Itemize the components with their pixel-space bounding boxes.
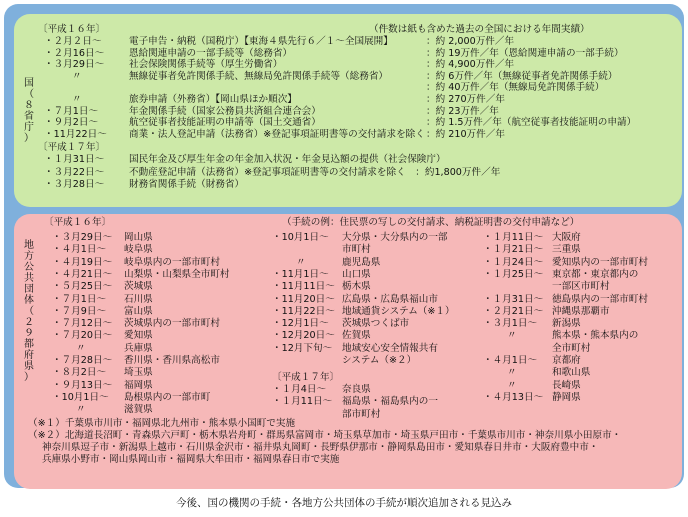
- local-row-date: 〃: [507, 330, 517, 342]
- local-row-date: ・１月31日～: [483, 293, 544, 305]
- local-row-text: 石川県: [124, 293, 153, 305]
- national-row-date: ・７月1日～: [44, 105, 99, 117]
- local-row-text: 部市町村: [342, 408, 381, 420]
- national-header-note: （件数は紙も含めた過去の全国における年間実績）: [369, 24, 590, 35]
- local-side-label-char: 地: [24, 240, 34, 251]
- local-row-text: 静岡県: [552, 391, 581, 403]
- local-row-text: 長崎県: [552, 379, 581, 391]
- local-row-text: 富山県: [124, 305, 153, 317]
- national-row-date: ・３月22日～: [44, 166, 105, 178]
- national-row-text: 国民年金及び厚生年金の年金加入状況・年金見込額の提供（社会保険庁）: [129, 154, 446, 165]
- local-row-date: ・７月9日～: [52, 305, 107, 317]
- local-row-date: ・１月11日～: [483, 232, 544, 243]
- national-row-text: 恩給関連申請の一部手続等（総務省）: [129, 47, 293, 59]
- local-side-label: [22, 240, 36, 383]
- local-year-heading: 〔平成１６年〕: [44, 217, 112, 228]
- local-row-date: ・11月22日～: [272, 305, 335, 317]
- local-side-label-char: 共: [24, 273, 34, 284]
- local-row-date: 〃: [76, 342, 86, 354]
- local-row-text: 鹿児島県: [342, 256, 381, 268]
- local-row-date: ・１月4日～: [272, 384, 327, 395]
- local-row-date: ・10月1日～: [52, 391, 109, 403]
- local-row-text: 茨城県つくば市: [342, 318, 410, 330]
- local-row-text: 全市町村: [552, 342, 591, 354]
- local-row-text: 岡山県: [124, 232, 153, 243]
- local-row-text: 滋賀県: [124, 404, 153, 416]
- national-side-label-char: 国: [24, 78, 34, 89]
- local-side-label-char: 団: [24, 284, 34, 295]
- local-row-text: 熊本県・熊本県内の: [552, 330, 639, 342]
- national-panel: [14, 14, 682, 207]
- local-footnote: 神奈川県逗子市・新潟県上越市・石川県金沢市・福井県丸岡町・長野県伊那市・静岡県島田市・愛知県春日井市・大阪府豊中市・: [42, 442, 599, 453]
- local-row-text: 茨城県内の一部市町村: [124, 318, 220, 330]
- national-side-label-char: （: [24, 89, 34, 100]
- national-row-volume: ：約 19万件／年（恩給関連申請の一部手続）: [426, 47, 624, 59]
- local-header-note: （手続の例：住民票の写しの交付請求、納税証明書の交付申請など）: [282, 217, 580, 228]
- national-row-date: ・３月28日～: [44, 179, 105, 190]
- local-row-date: ・１月24日～: [483, 256, 544, 268]
- local-row-text: 兵庫県: [124, 342, 153, 354]
- local-row-date: ・２月21日～: [483, 305, 544, 317]
- local-row-date: ・４月13日～: [483, 391, 544, 403]
- local-row-text: 埼玉県: [124, 367, 153, 379]
- national-row-text: 財務省関係手続（財務省）: [129, 179, 245, 190]
- local-row-text: 地域安心安全情報共有: [342, 342, 438, 354]
- local-row-text: 奈良県: [342, 384, 371, 395]
- national-row-date: ・９月2日～: [44, 117, 99, 129]
- national-row-volume: ：約 270万件／年: [426, 94, 505, 105]
- national-row-text: 商業・法人登記申請（法務省）※登記事項証明書等の交付請求を除く: [129, 128, 425, 140]
- national-year-heading: 〔平成１６年〕: [38, 24, 106, 35]
- local-row-date: ・11月20日～: [272, 293, 335, 305]
- national-row-volume: ：約 1.5万件／年（航空従事者技能証明の申請）: [426, 117, 637, 129]
- local-row-date: ・４月1日～: [483, 355, 538, 366]
- national-row-date: ・３月29日～: [44, 59, 105, 71]
- national-row-volume: ：約 6万件／年（無線従事者免許関係手続）: [426, 70, 618, 82]
- local-side-label-char: 体: [24, 295, 34, 306]
- local-row-date: ・１月25日～: [483, 268, 544, 280]
- national-row-text: 社会保険関係手続等（厚生労働省）: [129, 59, 283, 71]
- local-row-date: ・11月11日～: [272, 281, 335, 293]
- local-side-label-char: 方: [24, 251, 34, 262]
- national-row-date: ・２月２日～: [44, 36, 102, 47]
- national-side-label-char: ）: [24, 133, 34, 144]
- local-side-label-char: 県: [24, 361, 34, 372]
- local-row-text: 香川県・香川県高松市: [124, 355, 220, 366]
- local-row-text: 一部区市町村: [552, 281, 610, 293]
- local-row-text: 大阪府: [552, 232, 581, 243]
- local-row-date: 〃: [507, 367, 517, 379]
- local-side-label-char: 公: [24, 262, 34, 273]
- national-side-label-char: 省: [24, 111, 34, 122]
- local-row-text: 徳島県内の一部市町村: [552, 293, 648, 305]
- national-row-date: 〃: [72, 70, 82, 82]
- local-row-text: システム（※２）: [342, 355, 417, 366]
- national-row-text: 電子申告・納税（国税庁）【東海４県先行６／１～全国展開】: [129, 36, 393, 47]
- national-row-volume: ：約 2,000万件／年: [426, 36, 515, 47]
- local-row-date: 〃: [507, 379, 517, 391]
- local-footnote: 兵庫県小野市・岡山県岡山市・福岡県大牟田市・福岡県春日市で実施: [42, 454, 340, 465]
- local-side-label-char: ２: [24, 317, 34, 328]
- local-panel: [14, 214, 682, 489]
- local-row-text: 地域通貨システム（※１）: [342, 305, 455, 317]
- national-row-text: 旅券申請（外務省）【岡山県ほか順次】: [129, 94, 297, 105]
- local-row-date: 〃: [296, 256, 306, 268]
- local-row-text: 茨城県: [124, 281, 153, 293]
- local-row-date: ・４月1日～: [52, 244, 107, 256]
- local-footnote: （※１）千葉県市川市・福岡県北九州市・熊本県小国町で実施: [28, 418, 296, 429]
- local-row-date: ・１月11日～: [272, 396, 333, 408]
- local-row-date: ・12月20日～: [272, 330, 335, 342]
- local-side-label-char: ）: [24, 372, 34, 383]
- national-row-text: 不動産登記申請（法務省）※登記事項証明書等の交付請求を除く ：約1,800万件／年: [129, 166, 501, 178]
- local-row-text: 三重県: [552, 244, 581, 256]
- national-row-volume: ：約 210万件／年: [426, 128, 505, 140]
- local-row-text: 愛知県: [124, 330, 153, 342]
- local-row-text: 東京都・東京都内の: [552, 268, 639, 280]
- local-row-text: 広島県・広島県福山市: [342, 293, 438, 305]
- local-row-text: 山梨県・山梨県全市町村: [124, 268, 230, 280]
- national-row-date: 〃: [72, 94, 82, 105]
- local-row-date: ・７月20日～: [52, 330, 113, 342]
- national-row-volume: ：約 40万件／年（無線局免許関係手続）: [426, 82, 605, 94]
- local-row-date: ・４月19日～: [52, 256, 113, 268]
- local-row-text: 福岡県: [124, 379, 153, 391]
- local-row-date: ・10月1日～: [272, 232, 329, 243]
- local-row-date: ・７月12日～: [52, 318, 113, 330]
- local-row-text: 佐賀県: [342, 330, 371, 342]
- footer-caption: 今後、国の機関の手続・各地方公共団体の手続が順次追加される見込み: [176, 497, 512, 509]
- national-row-volume: ：約 23万件／年: [426, 105, 499, 117]
- local-row-text: 山口県: [342, 268, 371, 280]
- local-footnote: （※２）北海道長沼町・青森県六戸町・栃木県岩舟町・群馬県富岡市・埼玉県草加市・埼玉県戸田市・千葉県市川市・神奈川県小田原市・: [28, 430, 622, 441]
- local-row-text: 島根県内の一部市町: [124, 391, 211, 403]
- national-side-label-char: 庁: [24, 122, 34, 133]
- local-row-date: ・１月21日～: [483, 244, 544, 256]
- national-row-date: ・11月22日～: [44, 128, 107, 140]
- national-row-text: 年金関係手続（国家公務員共済組合連合会）: [129, 105, 321, 117]
- local-row-date: ・４月21日～: [52, 268, 113, 280]
- local-row-text: 大分県・大分県内の一部: [342, 232, 448, 243]
- local-row-text: 市町村: [342, 244, 371, 256]
- local-row-date: ・７月28日～: [52, 355, 113, 366]
- local-row-text: 岐阜県: [124, 244, 153, 256]
- local-row-text: 京都府: [552, 355, 581, 366]
- local-side-label-char: 府: [24, 350, 34, 361]
- local-row-text: 和歌山県: [552, 367, 591, 379]
- outer-frame: [4, 4, 684, 488]
- local-row-date: 〃: [76, 404, 86, 416]
- national-side-label: [22, 78, 36, 144]
- local-row-date: ・８月2日～: [52, 367, 107, 379]
- local-row-text: 新潟県: [552, 318, 581, 330]
- local-side-label-char: 都: [24, 339, 34, 350]
- local-year-heading-2: 〔平成１７年〕: [272, 372, 340, 383]
- national-row-date: ・１月31日～: [44, 154, 105, 165]
- local-row-date: ・11月1日～: [272, 268, 329, 280]
- local-row-text: 沖縄県那覇市: [552, 305, 610, 317]
- national-year-heading-2: 〔平成１７年〕: [38, 142, 106, 153]
- local-row-text: 福島県・福島県内の一: [342, 396, 438, 408]
- national-side-label-char: ８: [24, 100, 34, 111]
- local-row-date: ・５月25日～: [52, 281, 113, 293]
- local-row-date: ・３月29日～: [52, 232, 113, 243]
- local-row-date: ・９月13日～: [52, 379, 113, 391]
- local-row-text: 岐阜県内の一部市町村: [124, 256, 220, 268]
- national-row-volume: ：約 4,900万件／年: [426, 59, 515, 71]
- local-row-date: ・12月下旬～: [272, 342, 333, 354]
- local-row-date: ・７月1日～: [52, 293, 107, 305]
- local-row-date: ・12月1日～: [272, 318, 329, 330]
- local-side-label-char: （: [24, 306, 34, 317]
- local-row-date: ・３月1日～: [483, 318, 538, 330]
- local-row-text: 栃木県: [342, 281, 371, 293]
- national-row-text: 無線従事者免許関係手続、無線局免許関係手続等（総務省）: [129, 70, 389, 82]
- local-row-text: 愛知県内の一部市町村: [552, 256, 648, 268]
- national-row-date: ・２月16日～: [44, 47, 105, 59]
- local-side-label-char: ９: [24, 328, 34, 339]
- national-row-text: 航空従事者技能証明の申請等（国土交通省）: [129, 117, 321, 129]
